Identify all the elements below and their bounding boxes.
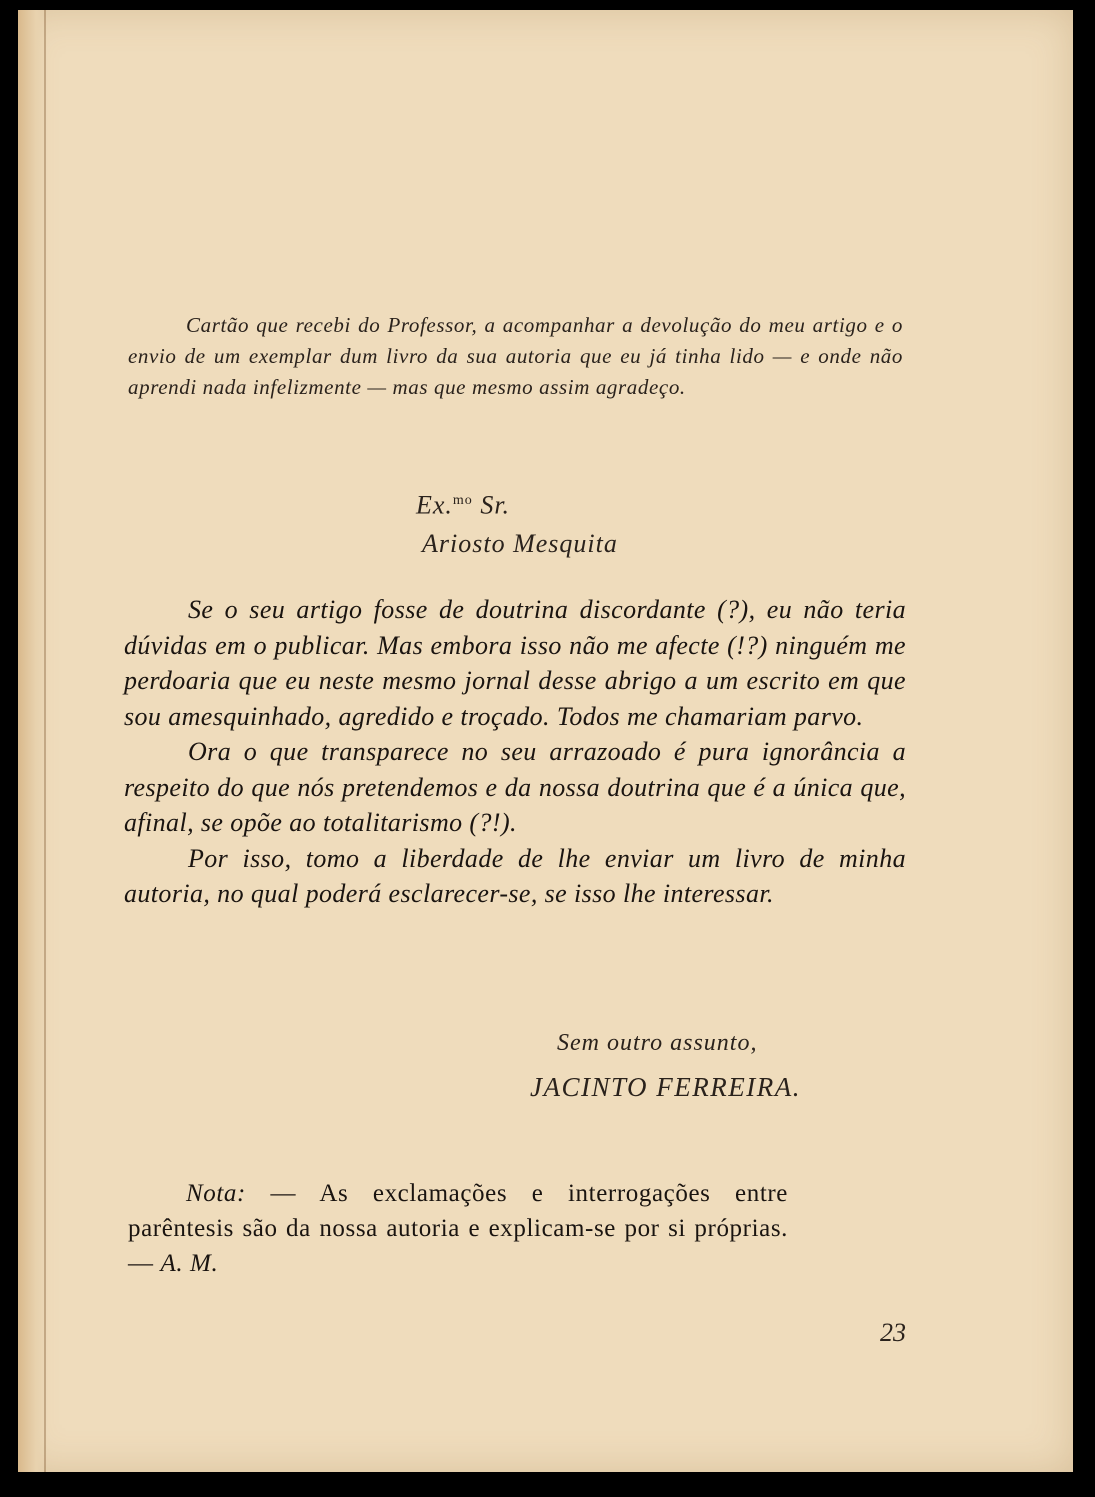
letter-paragraph-2: Ora o que transparece no seu arrazoado é pura ignorância a respeito do que nós pretendemos e da nossa doutrina que é a única que, afinal, se opõe ao totalitarismo (?!).: [124, 737, 906, 837]
note-text: — As exclamações e interrogações entre parêntesis são da nossa autoria e explicam-se por si próprias. —: [128, 1180, 788, 1277]
intro-paragraph: [128, 310, 903, 403]
salutation: [416, 485, 510, 522]
closing-line: Sem outro assunto,: [557, 1030, 758, 1056]
recipient-name: Ariosto Mesquita: [422, 529, 618, 558]
letter-paragraph-3: Por isso, tomo a liberdade de lhe enviar um livro de minha autoria, no qual poderá esclarecer-se, se isso lhe interessar.: [124, 843, 906, 908]
page-edge: [44, 10, 46, 1472]
letter-body: [124, 592, 906, 912]
salutation-superscript: mo: [452, 493, 473, 508]
signature: JACINTO FERREIRA.: [530, 1072, 801, 1102]
salutation-prefix: Ex.: [416, 490, 453, 520]
page-number: 23: [880, 1318, 906, 1347]
letter-paragraph-1: Se o seu artigo fosse de doutrina discordante (?), eu não teria dúvidas em o publicar. Mas embora isso não me afecte (!?) ninguém me perdoaria que eu neste mesmo jornal desse abrigo a um escrito em que sou amesquinhado, agredido e troçado. Todos me chamariam parvo.: [124, 595, 906, 731]
note-paragraph: [128, 1176, 788, 1281]
intro-text: Cartão que recebi do Professor, a acompanhar a devolução do meu artigo e o envio de um exemplar dum livro da sua autoria que eu já tinha lido — e onde não aprendi nada infelizmente — mas que mesmo assim agradeço.: [128, 313, 903, 399]
note-label: Nota:: [186, 1180, 246, 1207]
salutation-suffix: Sr.: [472, 490, 511, 520]
note-initials: A. M.: [160, 1250, 219, 1277]
